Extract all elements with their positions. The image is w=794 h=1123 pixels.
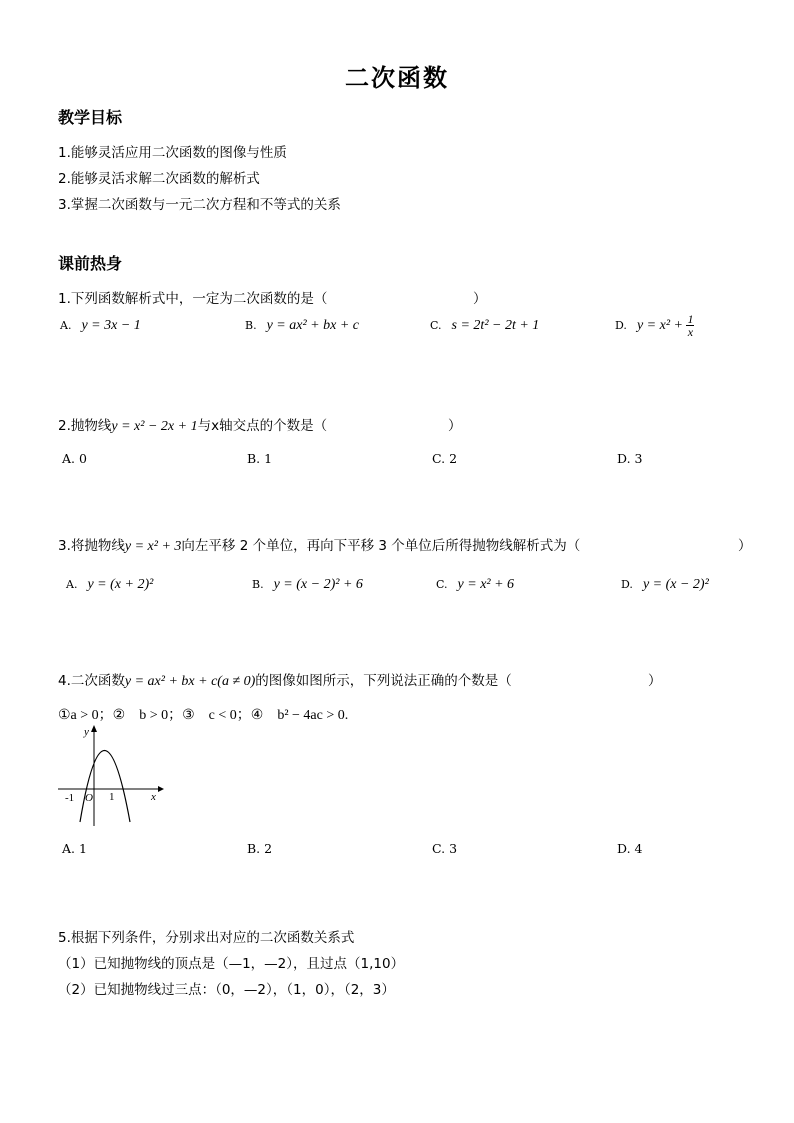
- q1-option-c: [430, 317, 539, 334]
- q3-stem: [58, 534, 580, 555]
- option-label: A.: [66, 578, 78, 591]
- x-axis-arrow: [158, 786, 164, 792]
- q3-option-c: [436, 576, 514, 593]
- q4-option-b: B. 2: [247, 841, 273, 856]
- q3-option-a: [66, 576, 153, 593]
- q3-stem-pre: 3.将抛物线: [58, 538, 125, 554]
- q2-stem-post: 与x轴交点的个数是（: [197, 418, 328, 434]
- y-axis-arrow: [91, 725, 97, 732]
- option-label: D.: [621, 578, 633, 591]
- q4-close-paren: ）: [648, 673, 662, 689]
- option-label: D.: [615, 319, 627, 332]
- q3-expr: y = x² + 3: [124, 539, 182, 554]
- q3-stem-post: 向左平移 2 个单位，再向下平移 3 个单位后所得抛物线解析式为（: [181, 538, 581, 554]
- y-axis-label: y: [84, 726, 89, 738]
- q1-option-a: [60, 317, 141, 334]
- q4-conditions: ①a > 0；② b > 0；③ c < 0；④ b² − 4ac > 0.: [58, 708, 349, 723]
- option-expr: y = ax² + bx + c: [266, 318, 359, 333]
- option-label: A.: [60, 319, 72, 332]
- tick-label-1: 1: [109, 791, 115, 803]
- q3-close-paren: ）: [738, 538, 752, 554]
- fraction-numerator: 1: [687, 312, 694, 326]
- q3-option-b: [252, 576, 363, 593]
- option-expr: y = (x + 2)²: [87, 577, 154, 592]
- page-title: 二次函数: [345, 64, 449, 92]
- q1-close-paren: ）: [473, 291, 487, 307]
- origin-label: O: [85, 792, 93, 804]
- q1-option-d: [615, 313, 694, 338]
- q4-parabola-graph: [56, 722, 166, 830]
- q2-stem: [58, 414, 327, 435]
- q4-stem: [58, 669, 512, 690]
- tick-label-neg1: -1: [65, 792, 75, 804]
- parabola-curve: [80, 751, 130, 823]
- option-label: C.: [430, 319, 442, 332]
- q5-part-2: （2）已知抛物线过三点：（0，—2），（1，0），（2，3）: [58, 982, 395, 998]
- q3-option-d: [621, 576, 709, 593]
- fraction-denominator: x: [687, 325, 694, 339]
- fraction: [686, 313, 694, 338]
- goal-item-1: 1.能够灵活应用二次函数的图像与性质: [58, 145, 287, 161]
- q4-option-a: A. 1: [62, 841, 87, 856]
- option-expr: s = 2t² − 2t + 1: [451, 318, 540, 333]
- goals-heading: 教学目标: [58, 108, 123, 127]
- x-axis-label: x: [151, 791, 156, 803]
- q2-stem-pre: 2.抛物线: [58, 418, 112, 434]
- option-expr: y = (x − 2)² + 6: [273, 577, 363, 592]
- q1-stem: 1.下列函数解析式中，一定为二次函数的是（: [58, 291, 328, 307]
- q2-option-d: D. 3: [617, 451, 643, 466]
- option-expr: y = 3x − 1: [81, 318, 141, 333]
- q4-expr: y = ax² + bx + c(a ≠ 0): [124, 674, 256, 689]
- q4-stem-pre: 4.二次函数: [58, 673, 125, 689]
- q2-option-a: A. 0: [62, 451, 87, 466]
- goal-item-3: 3.掌握二次函数与一元二次方程和不等式的关系: [58, 197, 341, 213]
- option-expr: y = x² + 6: [457, 577, 515, 592]
- goal-item-2: 2.能够灵活求解二次函数的解析式: [58, 171, 260, 187]
- q2-expr: y = x² − 2x + 1: [111, 419, 198, 434]
- q2-option-c: C. 2: [432, 451, 458, 466]
- q4-option-c: C. 3: [432, 841, 458, 856]
- q2-option-b: B. 1: [247, 451, 273, 466]
- q5-stem: 5.根据下列条件，分别求出对应的二次函数关系式: [58, 930, 355, 946]
- warmup-heading: 课前热身: [58, 254, 123, 273]
- option-expr: y = x² +: [636, 318, 687, 333]
- q2-close-paren: ）: [448, 418, 462, 434]
- option-expr: y = (x − 2)²: [642, 577, 709, 592]
- q4-stem-post: 的图像如图所示，下列说法正确的个数是（: [255, 673, 512, 689]
- q1-option-b: [245, 317, 359, 334]
- q5-part-1: （1）已知抛物线的顶点是（—1，—2），且过点（1,10）: [58, 956, 405, 972]
- q4-option-d: D. 4: [617, 841, 643, 856]
- option-label: C.: [436, 578, 448, 591]
- option-label: B.: [252, 578, 264, 591]
- option-label: B.: [245, 319, 257, 332]
